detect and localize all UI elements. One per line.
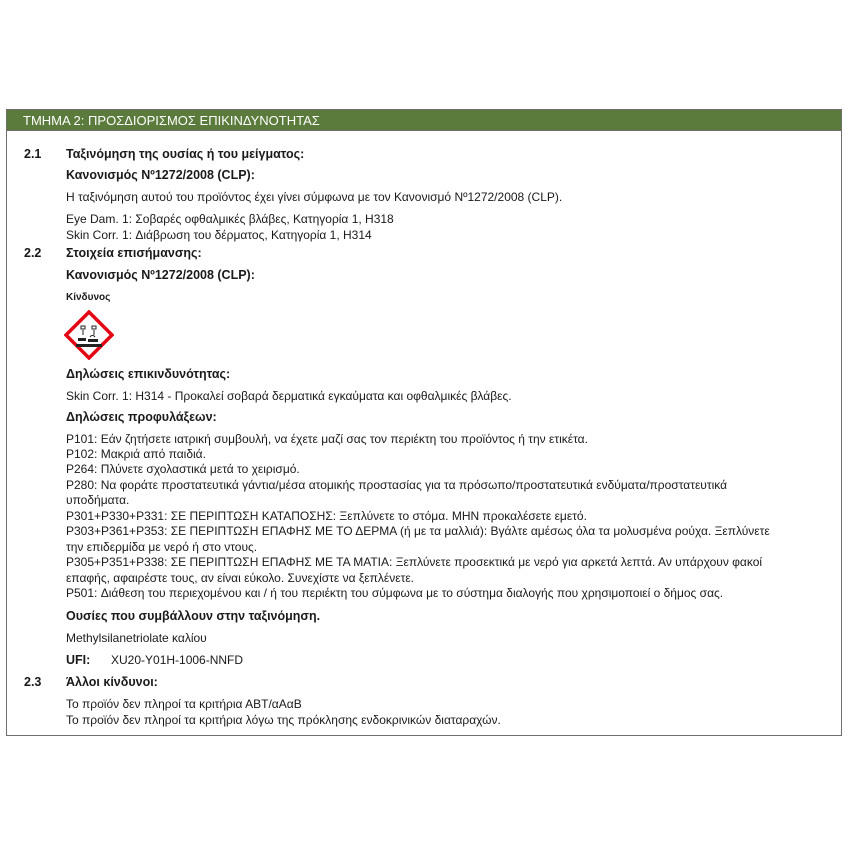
section-number-2-1: 2.1 <box>24 147 42 161</box>
precautionary-statements-heading: Δηλώσεις προφυλάξεων: <box>66 410 217 424</box>
classification-text: Η ταξινόμηση αυτού του προϊόντος έχει γίνει σύμφωνα με τον Κανονισμό Νº1272/2008 (CLP). <box>66 190 563 204</box>
signal-word: Κίνδυνος <box>66 292 111 303</box>
contributing-substance: Methylsilanetriolate καλίου <box>66 631 207 645</box>
precaution-line: P280: Να φοράτε προστατευτικά γάντια/μέσα ατομικής προστασίας για τα πρόσωπο/προστατευτικά ενδύματα/προστατευτικά <box>66 478 728 492</box>
precaution-line: υποδήματα. <box>66 493 130 507</box>
precaution-line: P501: Διάθεση του περιεχομένου και / ή του περιέκτη του σύμφωνα με το σύστημα διαλογής που χρησιμοποιεί ο δήμος σας. <box>66 586 724 600</box>
other-hazard-line: Το προϊόν δεν πληροί τα κριτήρια ΑΒΤ/αΑαΒ <box>66 697 302 711</box>
classification-line: Eye Dam. 1: Σοβαρές οφθαλμικές βλάβες, Κατηγορία 1, H318 <box>66 212 394 226</box>
subheading-2-2: Κανονισμός Νº1272/2008 (CLP): <box>66 268 255 282</box>
other-hazard-line: Το προϊόν δεν πληροί τα κριτήρια λόγω της πρόκλησης ενδοκρινικών διαταραχών. <box>66 713 501 727</box>
classification-line: Skin Corr. 1: Διάβρωση του δέρματος, Κατηγορία 1, H314 <box>66 228 372 242</box>
ufi-label: UFI: <box>66 653 91 667</box>
precaution-line: P305+P351+P338: ΣΕ ΠΕΡΙΠΤΩΣΗ ΕΠΑΦΗΣ ΜΕ ΤΑ ΜΑΤΙΑ: Ξεπλύνετε προσεκτικά με νερό για αρκετά λεπτά. Αν υπάρχουν φακοί <box>66 555 763 569</box>
corrosion-pictogram-icon <box>64 310 114 360</box>
precaution-line: την επιδερμίδα με νερό ή στο ντους. <box>66 540 258 554</box>
precaution-line: P301+P330+P331: ΣΕ ΠΕΡΙΠΤΩΣΗ ΚΑΤΑΠΟΣΗΣ: Ξεπλύνετε το στόμα. ΜΗΝ προκαλέσετε εμετό. <box>66 509 587 523</box>
heading-2-3: Άλλοι κίνδυνοι: <box>66 675 158 689</box>
ufi-value: XU20-Y01H-1006-NNFD <box>111 653 244 667</box>
heading-2-2: Στοιχεία επισήμανσης: <box>66 246 202 260</box>
precaution-line: P101: Εάν ζητήσετε ιατρική συμβουλή, να έχετε μαζί σας τον περιέκτη του προϊόντος ή την ετικέτα. <box>66 432 588 446</box>
precaution-line: επαφής, αφαιρέστε τους, αν είναι εύκολο. Συνεχίστε να ξεπλένετε. <box>66 571 415 585</box>
section-number-2-3: 2.3 <box>24 675 42 689</box>
hazard-statements-heading: Δηλώσεις επικινδυνότητας: <box>66 367 231 381</box>
precaution-line: P264: Πλύνετε σχολαστικά μετά το χειρισμό. <box>66 462 300 476</box>
section-number-2-2: 2.2 <box>24 246 42 260</box>
section-header: ΤΜΗΜΑ 2: ΠΡΟΣΔΙΟΡΙΣΜΟΣ ΕΠΙΚΙΝΔΥΝΟΤΗΤΑΣ <box>6 109 842 131</box>
precaution-line: P303+P361+P353: ΣΕ ΠΕΡΙΠΤΩΣΗ ΕΠΑΦΗΣ ΜΕ ΤΟ ΔΕΡΜΑ (ή με τα μαλλιά): Βγάλτε αμέσως όλα τα μολυσμένα ρούχα. Ξεπλύνετε <box>66 524 770 538</box>
subheading-2-1: Κανονισμός Νº1272/2008 (CLP): <box>66 168 255 182</box>
contributing-substances-heading: Ουσίες που συμβάλλουν στην ταξινόμηση. <box>66 609 321 623</box>
hazard-statement: Skin Corr. 1: H314 - Προκαλεί σοβαρά δερματικά εγκαύματα και οφθαλμικές βλάβες. <box>66 389 512 403</box>
heading-2-1: Ταξινόμηση της ουσίας ή του μείγματος: <box>66 147 305 161</box>
precaution-line: P102: Μακριά από παιδιά. <box>66 447 206 461</box>
